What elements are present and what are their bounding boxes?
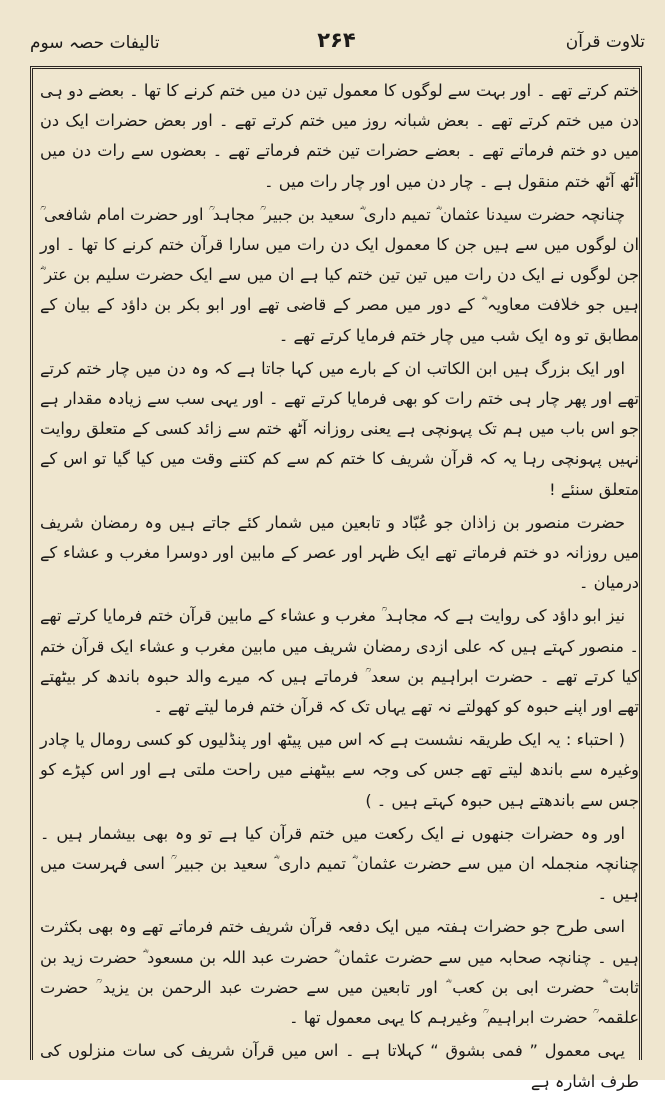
- paragraph-5: نیز ابو داؤد کی روایت ہے کہ مجاہد ؒ مغرب و عشاء کے مابین قرآن ختم فرمایا کرتے تھے ۔ منصور کہتے ہیں کہ علی ازدی رمضان شریف میں مابین مغرب و عشاء ایک قرآن ختم کیا کرتے تھے ۔ حضرت ابراہیم بن سعد ؒ فرماتے ہیں کہ میرے والد حبوہ باندھ کر بیٹھتے تھے اور اپنے حبوہ کو کھولتے نہ تھے یہاں تک کہ قرآن ختم فرما لیتے تھے ۔: [40, 606, 639, 717]
- paragraph-1: ختم کرتے تھے ۔ اور بہت سے لوگوں کا معمول تین دن میں ختم کرنے کا تھا ۔ بعضے دو ہی دن میں ختم کرتے تھے ۔ بعض شبانہ روز میں ختم کرتے تھے ۔ اور بعض حضرات ایک دن میں دو ختم فرماتے تھے ۔ بعضے حضرات تین ختم فرماتے تھے ۔ بعضوں سے رات دن میں آٹھ آٹھ ختم منقول ہے ۔ چار دن میں اور چار رات میں ۔: [40, 81, 639, 191]
- book-title: تلاوت قرآن: [565, 32, 645, 52]
- page-header: [22, 26, 651, 66]
- paragraph-2: چنانچہ حضرت سیدنا عثمان ؓ تمیم داری ؓ سعید بن جبیر ؒ مجاہد ؒ اور حضرت امام شافعی ؒ ان لوگوں میں سے ہیں جن کا معمول ایک دن رات میں سارا قرآن ختم کرنے کا تھا ۔ اور جن لوگوں نے ایک دن رات میں تین تین ختم کیا ہے ان میں سے ایک حضرت سلیم بن عتر ؓ ہیں جو خلافت معاویہ ؓ کے دور میں مصر کے قاضی تھے اور ابو بکر بن داؤد کے بیان کے مطابق تو وہ ایک شب میں چار ختم فرمایا کرتے تھے ۔: [40, 204, 639, 345]
- page-body: [40, 76, 639, 1091]
- paragraph-6-note: ( احتباء : یہ ایک طریقہ نشست ہے کہ اس میں پیٹھ اور پنڈلیوں کو کسی رومال یا چادر وغیرہ سے باندھ لیتے تھے جس کی وجہ سے بیٹھنے میں راحت ملتی ہے اور اس کپڑے کو جس سے باندھتے ہیں حبوہ کہتے ہیں ۔ ): [40, 730, 639, 810]
- paragraph-9: یہی معمول ” فمی بشوق “ کہلاتا ہے ۔ اس میں قرآن شریف کی سات منزلوں کی طرف اشارہ ہے: [40, 1041, 639, 1091]
- paragraph-3: اور ایک بزرگ ہیں ابن الکاتب ان کے بارے میں کہا جاتا ہے کہ وہ دن میں چار ختم کرتے تھے اور پھر چار ہی ختم رات کو بھی فرمایا کرتے تھے ۔ اور یہی سب سے زیادہ مقدار ہے جو اس باب میں ہم تک پہونچی ہے یعنی روزانہ آٹھ ختم سے زائد کسی کے متعلق روایت نہیں پہونچی رہا یہ کہ قرآن شریف کا ختم کم سے کم کتنے وقت میں کیا گیا تو اس کے متعلق سنئے !: [40, 358, 639, 499]
- paragraph-7: اور وہ حضرات جنھوں نے ایک رکعت میں ختم قرآن کیا ہے تو وہ بھی بیشمار ہیں ۔ چنانچہ منجملہ ان میں سے حضرت عثمان ؓ تمیم داری ؓ سعید بن جبیر ؒ اسی فہرست میں ہیں ۔: [40, 823, 639, 904]
- paragraph-8: اسی طرح جو حضرات ہفتہ میں ایک دفعہ قرآن شریف ختم فرماتے تھے وہ بھی بکثرت ہیں ۔ چنانچہ صحابہ میں سے حضرت عثمان ؓ حضرت عبد اللہ بن مسعود ؓ حضرت زید بن ثابت ؓ حضرت ابی بن کعب ؓ اور تابعین میں سے حضرت عبد الرحمن بن یزید ؒ حضرت علقمہ ؒ حضرت ابراہیم ؒ وغیرہم کا یہی معمول تھا ۔: [40, 917, 639, 1028]
- page-number: ۲۶۴: [317, 28, 356, 52]
- series-label: تالیفات حصہ سوم: [30, 33, 160, 53]
- paragraph-4: حضرت منصور بن زاذان جو عُبّاد و تابعین میں شمار کئے جاتے ہیں وہ رمضان شریف میں روزانہ دو ختم فرماتے تھے ایک ظہر اور عصر کے مابین اور دوسرا مغرب و عشاء کے درمیان ۔: [40, 512, 639, 593]
